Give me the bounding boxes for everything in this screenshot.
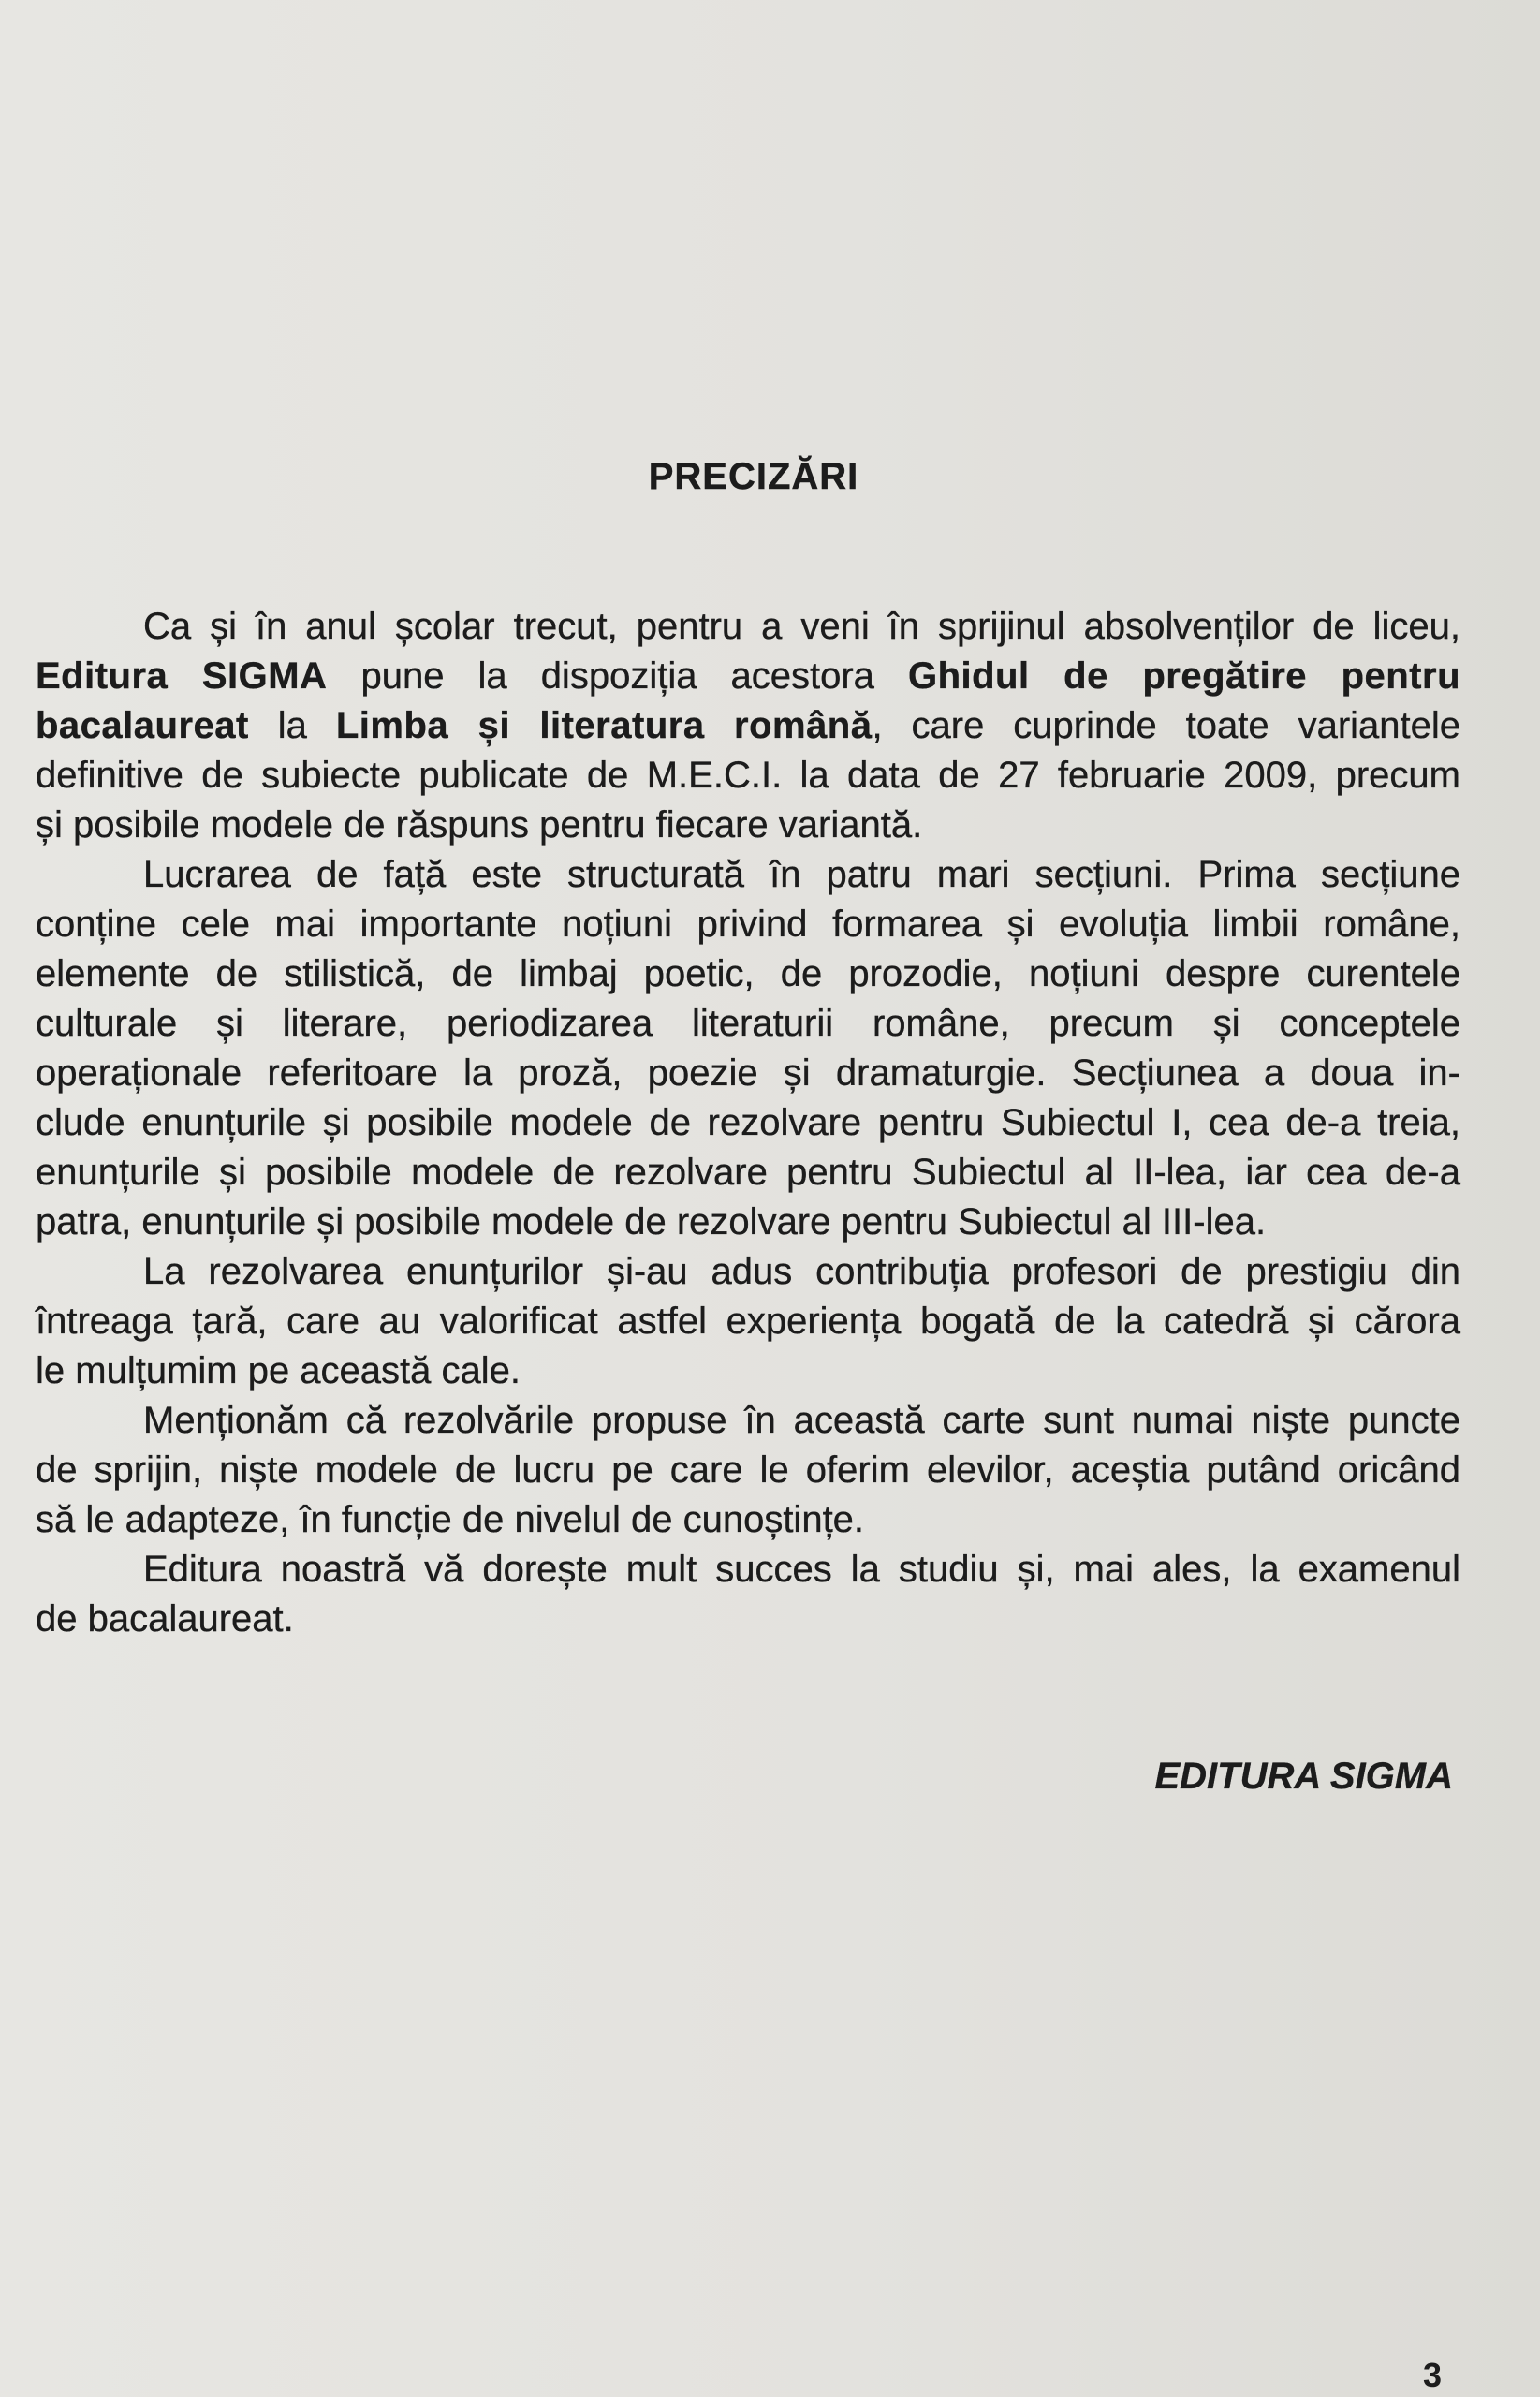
- paragraph: [36, 1545, 1460, 1644]
- text-line: [36, 1446, 1460, 1495]
- text-run: de bacalaureat.: [36, 1598, 294, 1640]
- page-title: PRECIZĂRI: [648, 456, 859, 497]
- text-run: le mulțumim pe această cale.: [36, 1350, 521, 1391]
- text-run: Editura noastră vă dorește mult succes la studiu și, mai ales, la examenul: [143, 1549, 1460, 1590]
- text-line: [36, 801, 1460, 850]
- text-run: operaționale referitoare la proză, poezie și dramaturgie. Secțiunea a doua in-: [36, 1052, 1460, 1094]
- page-number: 3: [1423, 2356, 1443, 2394]
- paragraph: [36, 1247, 1460, 1396]
- text-line: [36, 1495, 1460, 1545]
- text-run: să le adapteze, în funcție de nivelul de cunoștințe.: [36, 1499, 865, 1540]
- text-run: și posibile modele de răspuns pentru fiecare variantă.: [36, 804, 923, 846]
- text-line: [36, 652, 1460, 701]
- text-run: conține cele mai importante noțiuni privind formarea și evoluția limbii române,: [36, 904, 1460, 945]
- bold-phrase: Ghidul de pregătire pentru: [907, 655, 1460, 697]
- text-run: enunțurile și posibile modele de rezolvare pentru Subiectul al II-lea, iar cea de-a: [36, 1152, 1460, 1193]
- text-line: [36, 701, 1460, 751]
- text-line: [36, 1098, 1460, 1148]
- text-run: culturale și literare, periodizarea literaturii române, precum și conceptele: [36, 1003, 1460, 1044]
- text-run: întreaga țară, care au valorificat astfel experiența bogată de la catedră și cărora: [36, 1301, 1460, 1342]
- text-run: , care cuprinde toate variantele: [872, 705, 1461, 746]
- text-line: [36, 1595, 1460, 1644]
- text-run: la: [248, 705, 336, 746]
- text-line: [36, 1049, 1460, 1098]
- paragraph: [36, 602, 1460, 850]
- bold-phrase: bacalaureat: [36, 705, 249, 746]
- body-text: [36, 602, 1460, 1644]
- text-line: [36, 751, 1460, 801]
- text-line: [36, 1346, 1460, 1396]
- text-line: [36, 1148, 1460, 1198]
- text-line: [36, 1198, 1460, 1247]
- text-line: [36, 1247, 1460, 1297]
- paragraph: [36, 1396, 1460, 1545]
- text-line: [36, 1545, 1460, 1595]
- text-line: [36, 1297, 1460, 1346]
- text-run: de sprijin, niște modele de lucru pe care le oferim elevilor, aceștia putând oricând: [36, 1449, 1460, 1491]
- text-run: clude enunțurile și posibile modele de rezolvare pentru Subiectul I, cea de-a treia,: [36, 1102, 1460, 1143]
- text-run: patra, enunțurile și posibile modele de rezolvare pentru Subiectul al III-lea.: [36, 1201, 1267, 1243]
- bold-phrase: Limba și literatura română: [335, 705, 873, 746]
- text-line: [36, 850, 1460, 900]
- text-run: Ca și în anul școlar trecut, pentru a veni în sprijinul absolvenților de liceu,: [143, 606, 1460, 647]
- text-line: [36, 602, 1460, 652]
- text-run: definitive de subiecte publicate de M.E.C.I. la data de 27 februarie 2009, precum: [36, 755, 1460, 796]
- paragraph: [36, 850, 1460, 1247]
- text-line: [36, 1396, 1460, 1446]
- text-line: [36, 949, 1460, 999]
- text-run: Lucrarea de față este structurată în patru mari secțiuni. Prima secțiune: [143, 854, 1460, 895]
- text-run: elemente de stilistică, de limbaj poetic, de prozodie, noțiuni despre curentele: [36, 953, 1460, 994]
- bold-phrase: Editura SIGMA: [36, 655, 328, 697]
- text-run: Menționăm că rezolvările propuse în această carte sunt numai niște puncte: [143, 1400, 1460, 1441]
- publisher-signature: EDITURA SIGMA: [1154, 1756, 1453, 1797]
- text-line: [36, 999, 1460, 1049]
- text-run: La rezolvarea enunțurilor și-au adus contribuția profesori de prestigiu din: [143, 1251, 1460, 1292]
- text-run: pune la dispoziția acestora: [327, 655, 908, 697]
- text-line: [36, 900, 1460, 949]
